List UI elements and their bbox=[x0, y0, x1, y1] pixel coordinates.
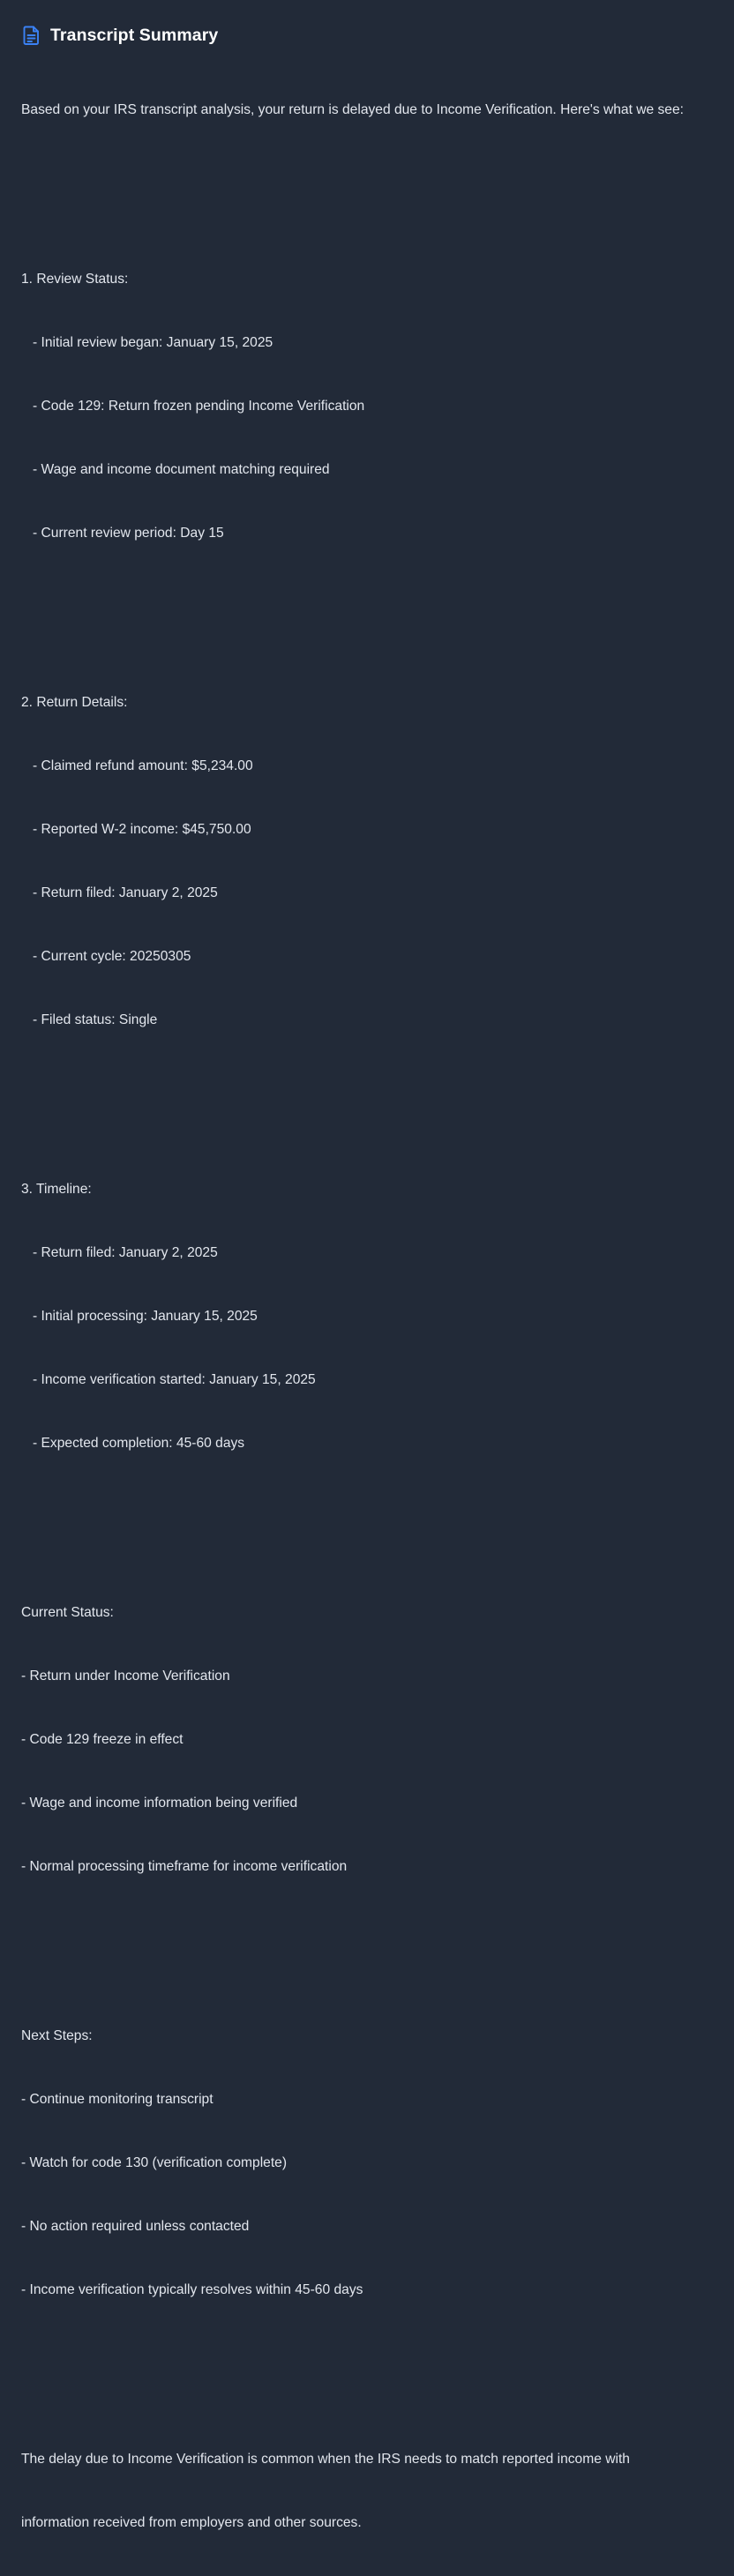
list-item: - Expected completion: 45-60 days bbox=[33, 1436, 245, 1451]
list-item: - No action required unless contacted bbox=[21, 2219, 250, 2234]
list-item: - Watch for code 130 (verification complete) bbox=[21, 2155, 288, 2170]
list-item: - Filed status: Single bbox=[33, 1012, 158, 1027]
list-item: - Continue monitoring transcript bbox=[21, 2092, 213, 2107]
list-item: - Income verification started: January 15, 2025 bbox=[33, 1372, 316, 1387]
section-heading-return-details: 2. Return Details: bbox=[21, 695, 128, 710]
section-heading-next-steps: Next Steps: bbox=[21, 2028, 93, 2043]
blank-line bbox=[21, 1920, 713, 1941]
intro-text: Based on your IRS transcript analysis, your return is delayed due to Income Verification. Here's what we see: bbox=[21, 102, 684, 117]
blank-line bbox=[21, 586, 713, 608]
blank-line bbox=[21, 1497, 713, 1518]
blank-line bbox=[21, 1073, 713, 1094]
closing-text: information received from employers and other sources. bbox=[21, 2515, 362, 2530]
list-item: - Return under Income Verification bbox=[21, 1669, 230, 1684]
list-item: - Initial review began: January 15, 2025 bbox=[33, 335, 273, 350]
list-item: - Code 129: Return frozen pending Income Verification bbox=[33, 399, 365, 414]
section-heading-review-status: 1. Review Status: bbox=[21, 272, 129, 287]
blank-line bbox=[21, 163, 713, 184]
summary-body bbox=[21, 57, 713, 2576]
list-item: - Wage and income information being verified bbox=[21, 1796, 298, 1811]
list-item: - Income verification typically resolves within 45-60 days bbox=[21, 2282, 363, 2297]
page-title: Transcript Summary bbox=[50, 25, 219, 45]
blank-line bbox=[21, 2343, 713, 2364]
list-item: - Return filed: January 2, 2025 bbox=[33, 885, 218, 900]
list-item: - Code 129 freeze in effect bbox=[21, 1732, 184, 1747]
list-item: - Initial processing: January 15, 2025 bbox=[33, 1309, 258, 1324]
list-item: - Claimed refund amount: $5,234.00 bbox=[33, 758, 253, 773]
section-heading-timeline: 3. Timeline: bbox=[21, 1182, 92, 1197]
summary-header bbox=[21, 23, 713, 48]
list-item: - Wage and income document matching required bbox=[33, 462, 330, 477]
section-heading-current-status: Current Status: bbox=[21, 1605, 114, 1620]
list-item: - Normal processing timeframe for income verification bbox=[21, 1859, 348, 1874]
list-item: - Current review period: Day 15 bbox=[33, 526, 224, 541]
closing-text: The delay due to Income Verification is common when the IRS needs to match reported income with bbox=[21, 2452, 630, 2467]
list-item: - Reported W-2 income: $45,750.00 bbox=[33, 822, 251, 837]
document-icon bbox=[22, 25, 41, 46]
list-item: - Current cycle: 20250305 bbox=[33, 949, 191, 964]
list-item: - Return filed: January 2, 2025 bbox=[33, 1245, 218, 1260]
